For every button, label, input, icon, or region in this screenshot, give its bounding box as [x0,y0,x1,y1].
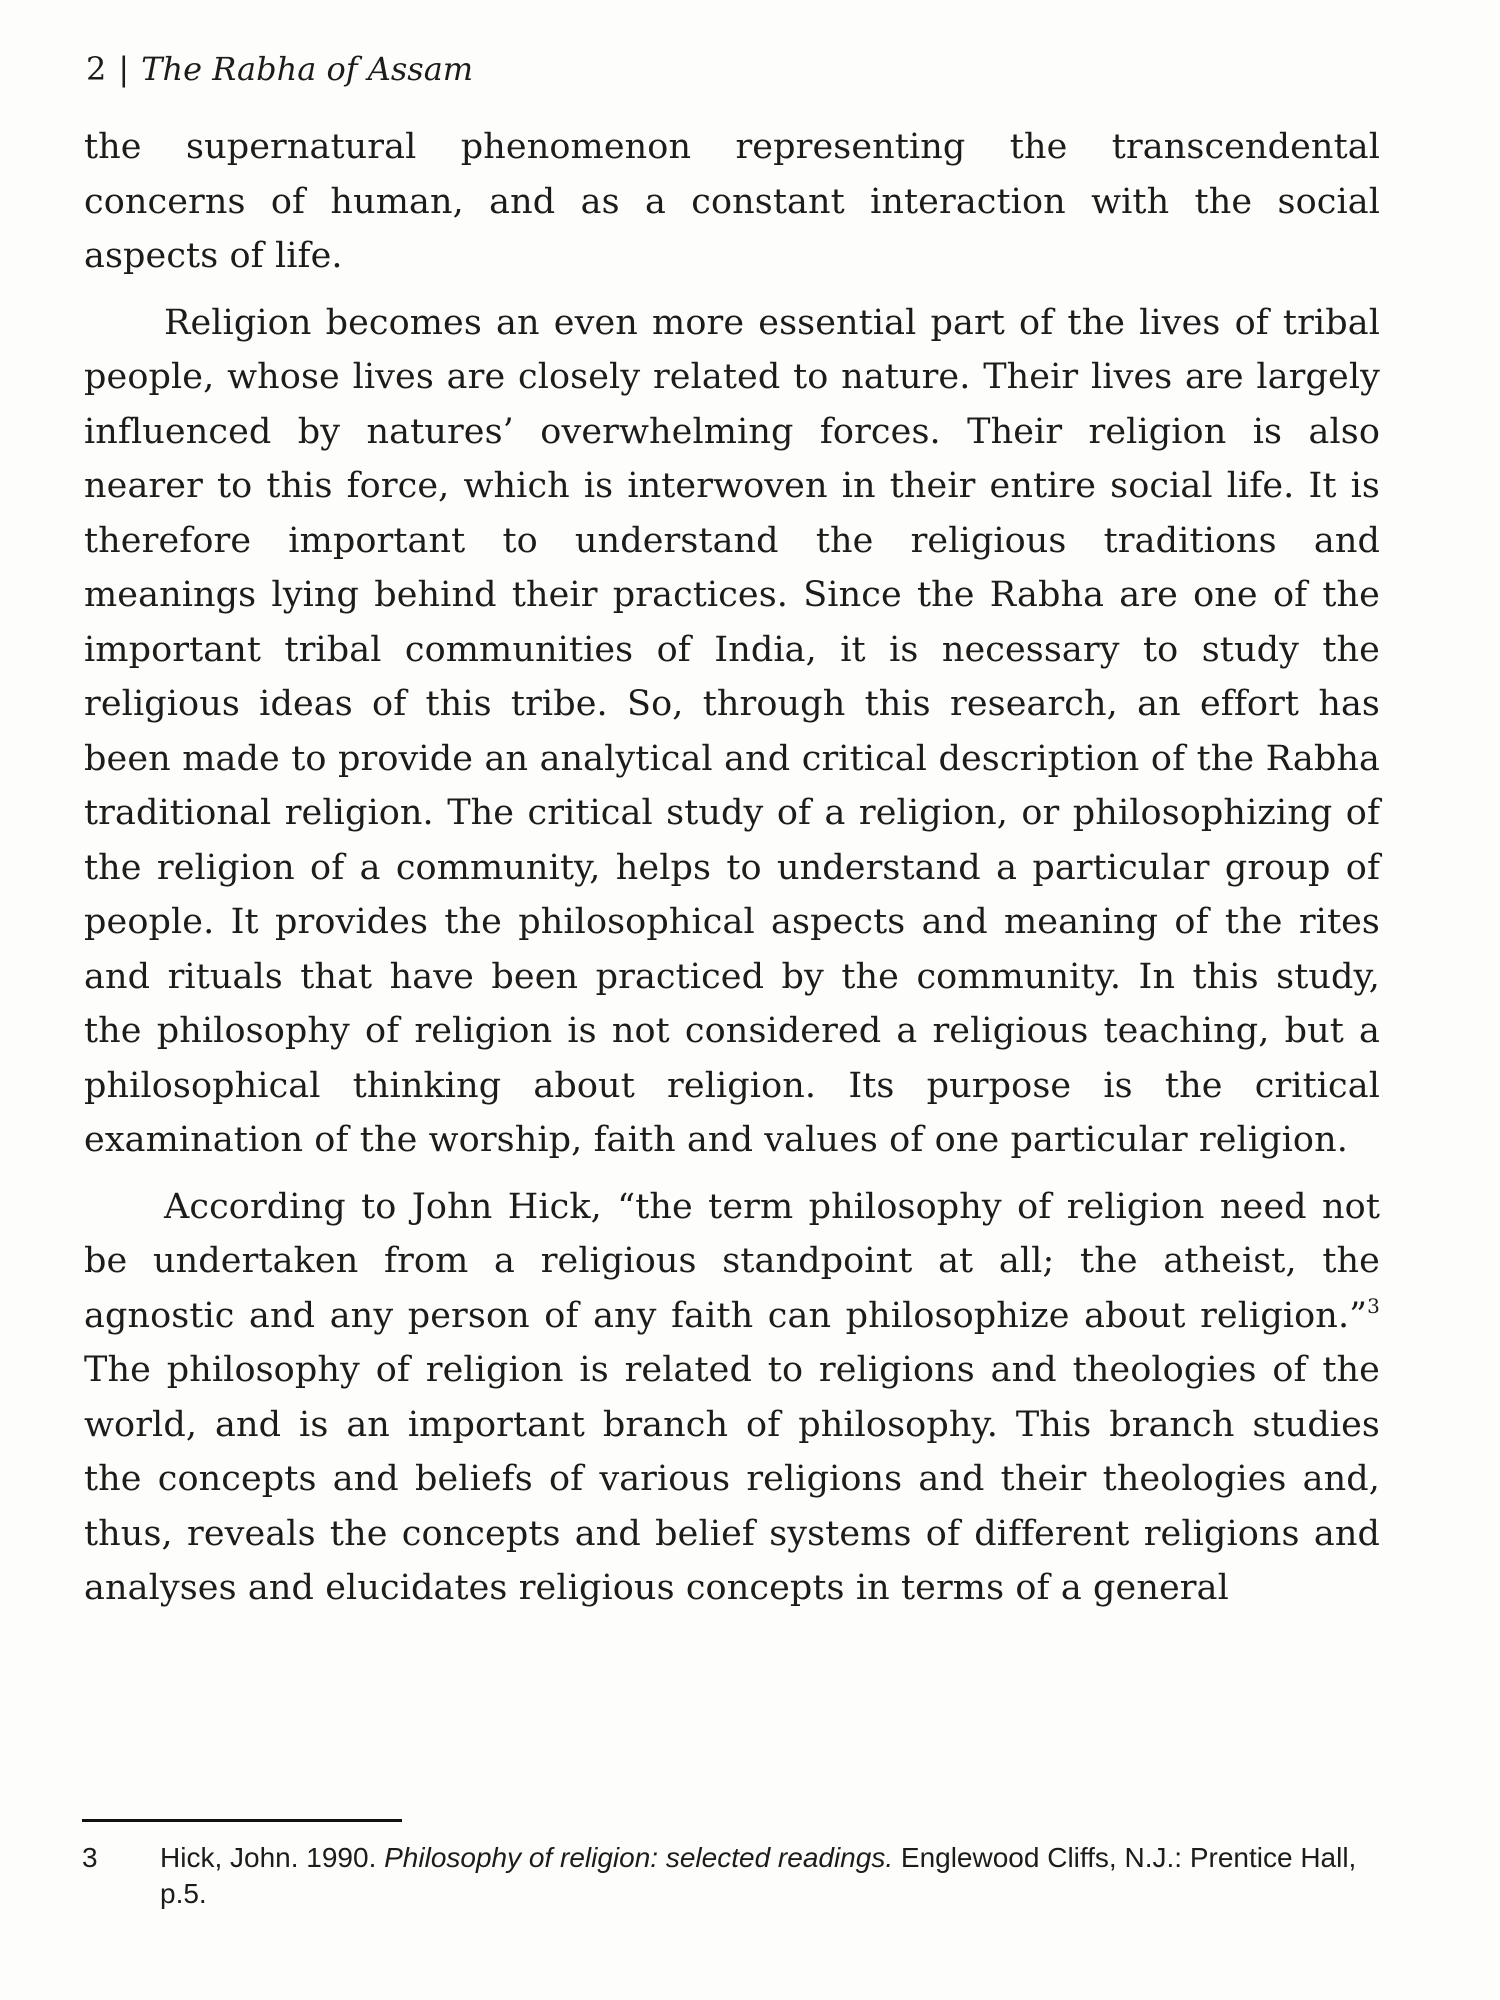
paragraph-text-after-ref: The philosophy of religion is related to religions and theologies of the world, and is an important branch of philosophy. This branch studies the concepts and beliefs of various religions and their theologies and, thus, reveals the concepts and belief systems of different religions and analyses and elucidates religious concepts in terms of a general [84,1350,1380,1608]
footnote-text [160,1840,1382,1912]
footnote-number: 3 [82,1842,98,1873]
footnote [82,1840,1382,1912]
footnote-citation-start: Hick, John. 1990. [160,1842,385,1873]
footnote-book-title: Philosophy of religion: selected readings. [384,1842,894,1873]
header-separator: | [118,50,130,88]
footnote-divider [82,1819,402,1822]
running-header [86,50,473,88]
book-title: The Rabha of Assam [141,50,474,88]
footnote-citation-end: Englewood Cliffs, N.J.: Prentice Hall, p.5. [160,1842,1357,1909]
paragraph-religion-tribal: Religion becomes an even more essential part of the lives of tribal people, whose lives are closely related to nature. Their lives are largely influenced by natures’ overwhelming forces. Their religion is also nearer to this force, which is interwoven in their entire social life. It is therefore important to understand the religious traditions and meanings lying behind their practices. Since the Rabha are one of the important tribal communities of India, it is necessary to study the religious ideas of this tribe. So, through this research, an effort has been made to provide an analytical and critical description of the Rabha traditional religion. The critical study of a religion, or philosophizing of the religion of a community, helps to understand a particular group of people. It provides the philosophical aspects and meaning of the rites and rituals that have been practiced by the community. In this study, the philosophy of religion is not considered a religious teaching, but a philosophical thinking about religion. Its purpose is the critical examination of the worship, faith and values of one particular religion. [84,302,1380,1160]
paragraph-continuation: the supernatural phenomenon representing the transcendental concerns of human, and as a constant interaction with the social aspects of life. [84,127,1380,276]
body-text [84,120,1380,1616]
paragraph-john-hick [84,1180,1380,1616]
page-number: 2 [86,50,107,88]
paragraph-text-before-ref: According to John Hick, “the term philosophy of religion need not be undertaken from a religious standpoint at all; the atheist, the agnostic and any person of any faith can philosophize about religion.” [84,1186,1380,1336]
footnote-reference: 3 [1367,1293,1380,1318]
